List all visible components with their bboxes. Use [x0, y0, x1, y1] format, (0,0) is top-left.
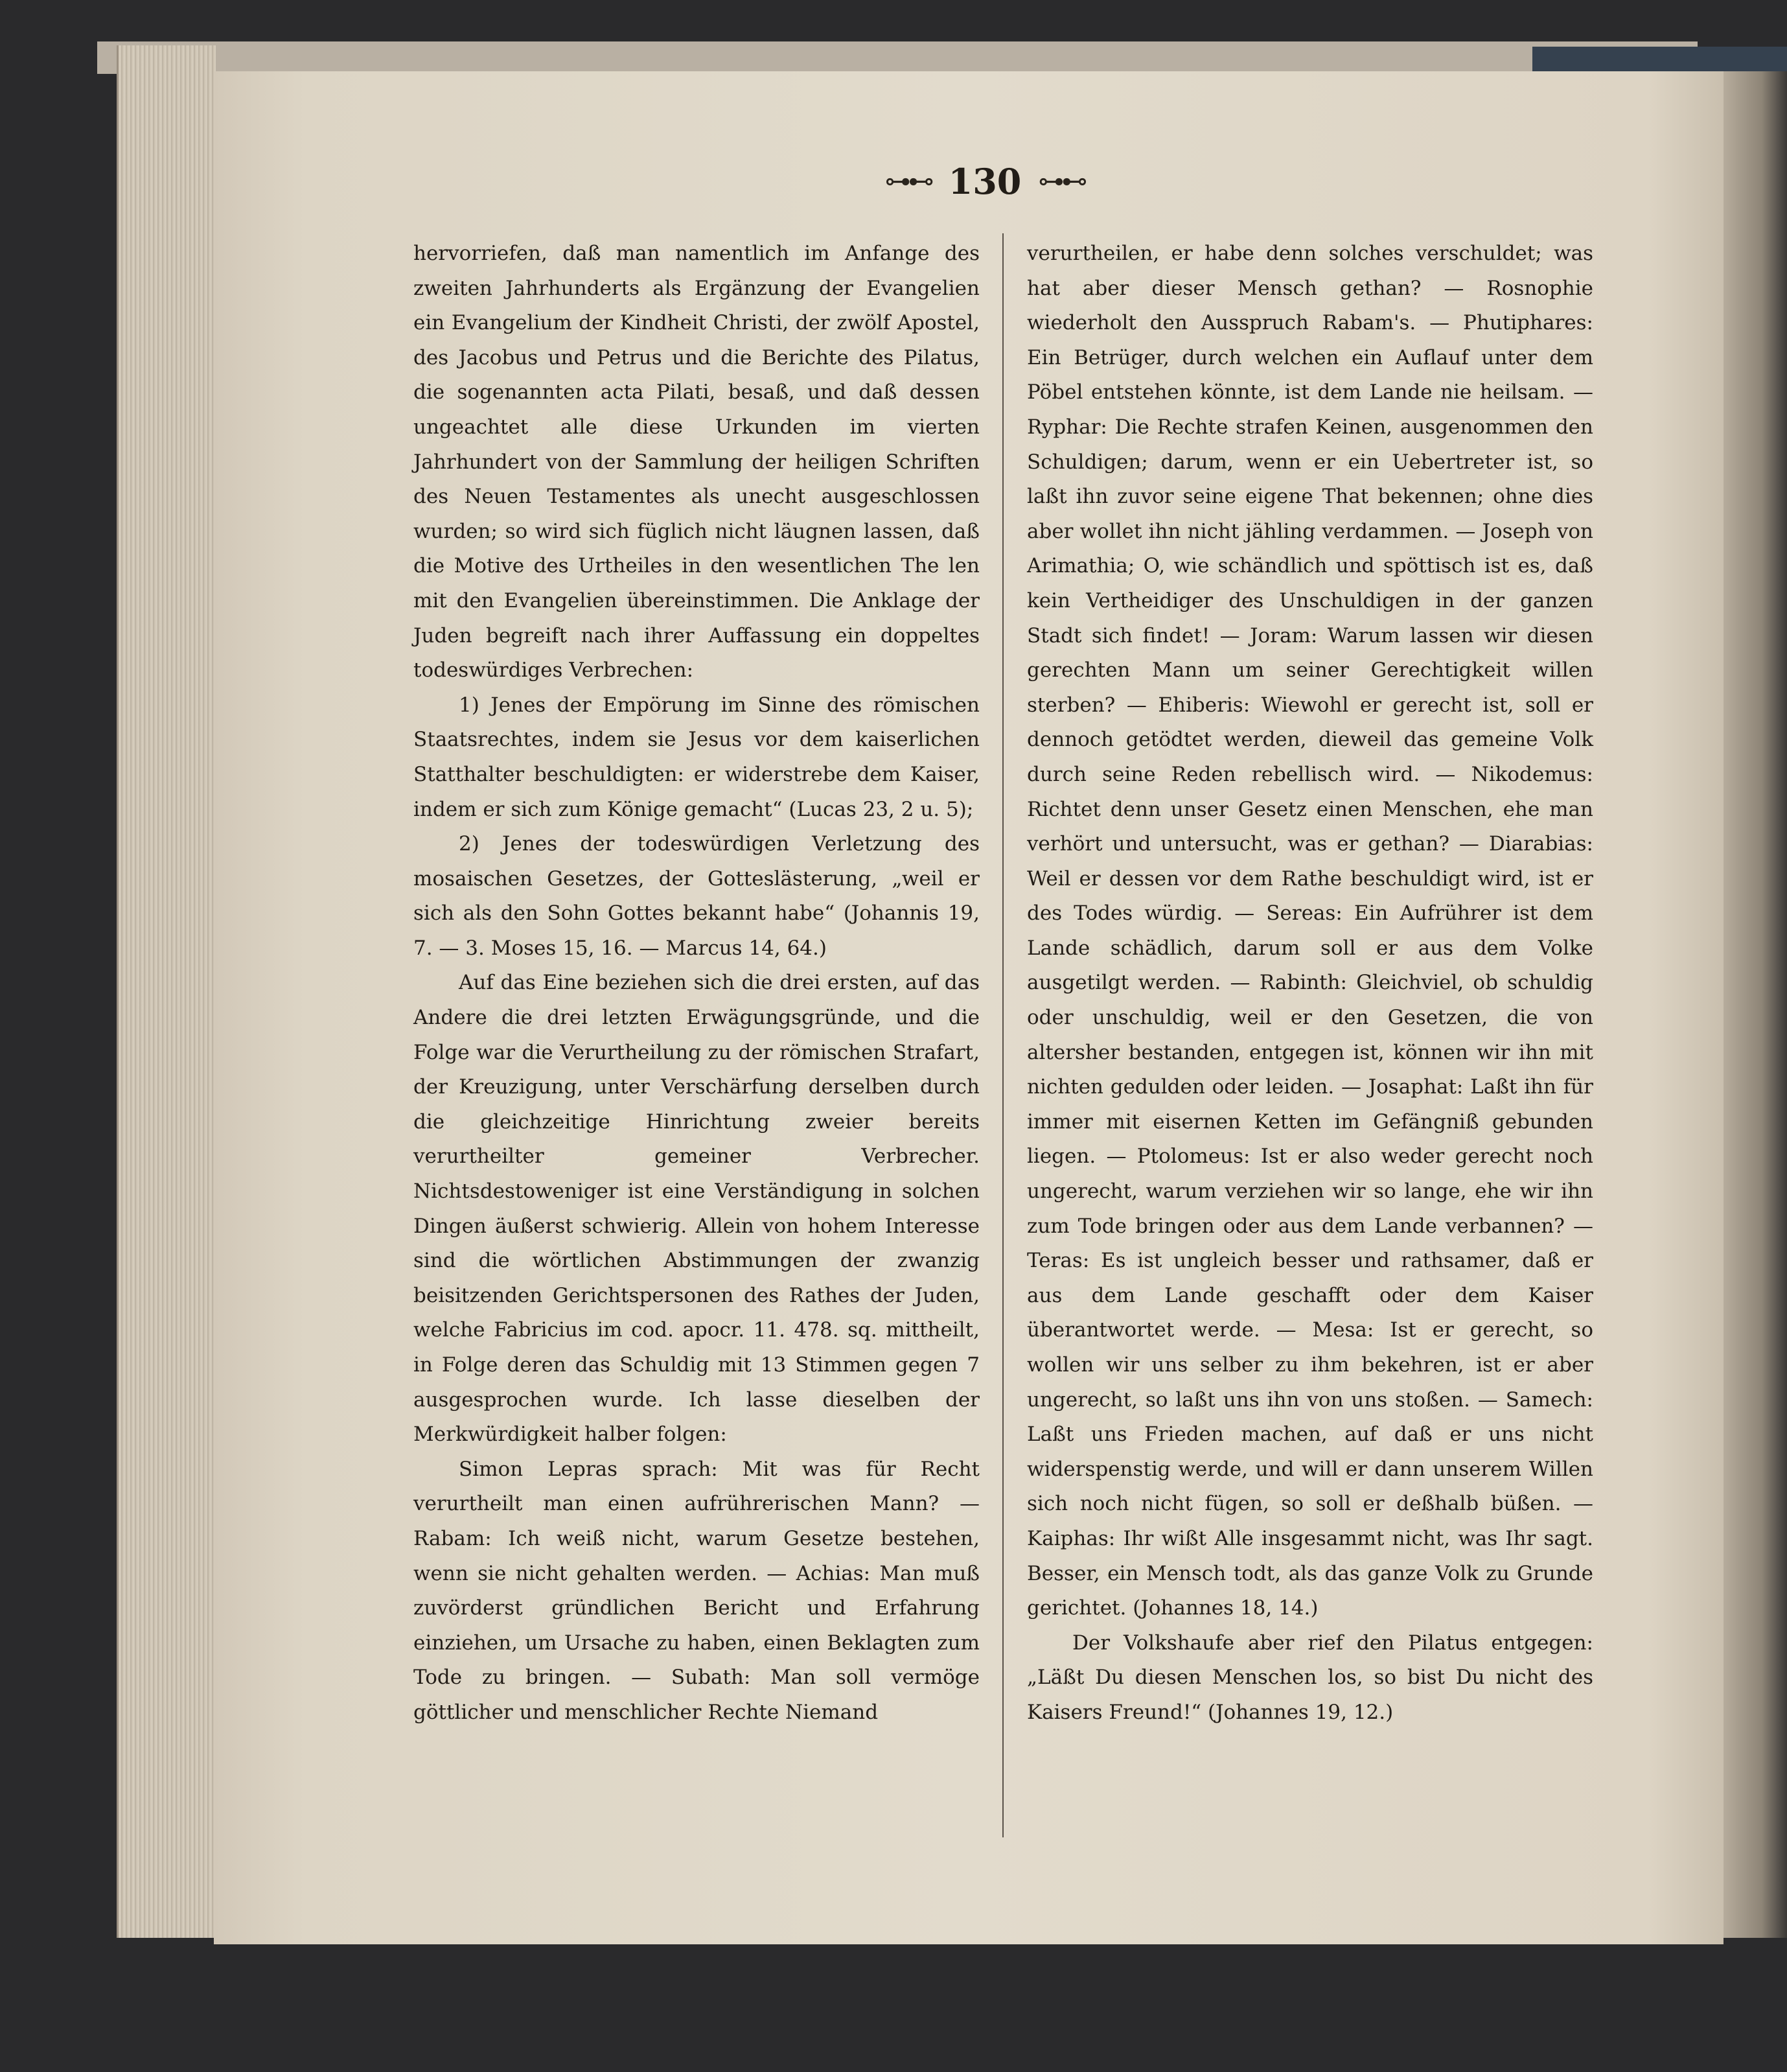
paragraph: 1) Jenes der Empörung im Sinne des römischen Staatsrechtes, indem sie Jesus vor dem kaiserlichen Statthalter beschuldigten: er widerstrebe dem Kaiser, indem er sich zum Könige gemacht“ (Lucas 23, 2 u. 5); — [413, 693, 980, 821]
binding-cloth — [1532, 47, 1787, 73]
left-column — [413, 237, 980, 1844]
page-header — [836, 156, 1134, 207]
paragraph: Auf das Eine beziehen sich die drei ersten, auf das Andere die drei letzten Erwägungsgründe, und die Folge war die Verurtheilung zu der römischen Strafart, der Kreuzigung, unter Verschärfung derselben durch die gleichzeitige Hinrichtung zweier bereits verurtheilter gemeiner Verbrecher. Nichtsdestoweniger ist eine Verständigung in solchen Dingen äußerst schwierig. Allein von hohem Interesse sind die wörtlichen Abstimmungen der zwanzig beisitzenden Gerichtspersonen des Rathes der Juden, welche Fabricius im cod. apocr. 11. 478. sq. mittheilt, in Folge deren das Schuldig mit 13 Stimmen gegen 7 ausgesprochen wurde. Ich lasse dieselben der Merkwürdigkeit halber folgen: — [413, 971, 980, 1447]
right-column — [1027, 237, 1593, 1844]
paragraph: hervorriefen, daß man namentlich im Anfange des zweiten Jahrhunderts als Ergänzung der Evangelien ein Evangelium der Kindheit Christi, der zwölf Apostel, des Jacobus und Petrus und die Berichte des Pilatus, die sogenannten acta Pilati, besaß, und daß dessen ungeachtet alle diese Urkunden im vierten Jahrhundert von der Sammlung der heiligen Schriften des Neuen Testamentes als unecht ausgeschlossen wurden; so wird sich füglich nicht läugnen lassen, daß die Motive des Urtheiles in den wesentlichen The len mit den Evangelien übereinstimmen. Die Anklage der Juden begreift nach ihrer Auffassung ein doppeltes todeswürdiges Verbrechen: — [413, 242, 980, 682]
page-number: 130 — [948, 161, 1022, 202]
binding-top-edge — [97, 41, 1698, 74]
paragraph: Simon Lepras sprach: Mit was für Recht verurtheilt man einen aufrührerischen Mann? — Rabam: Ich weiß nicht, warum Gesetze bestehen, wenn sie nicht gehalten werden. — Achias: Man muß zuvörderst gründlichen Bericht und Erfahrung einziehen, um Ursache zu haben, einen Beklagten zum Tode zu bringen. — Subath: Man soll vermöge göttlicher und menschlicher Rechte Niemand — [413, 1457, 980, 1724]
paragraph: verurtheilen, er habe denn solches verschuldet; was hat aber dieser Mensch gethan? — Rosnophie wiederholt den Ausspruch Rabam's. — Phutiphares: Ein Betrüger, durch welchen ein Auflauf unter dem Pöbel entstehen könnte, ist dem Lande nie heilsam. — Ryphar: Die Rechte strafen Keinen, ausgenommen den Schuldigen; darum, wenn er ein Uebertreter ist, so laßt ihn zuvor seine eigene That bekennen; ohne dies aber wollet ihn nicht jähling verdammen. — Joseph von Arimathia; O, wie schändlich und spöttisch ist es, daß kein Vertheidiger des Unschuldigen in der ganzen Stadt sich findet! — Joram: Warum lassen wir diesen gerechten Mann um seiner Gerechtigkeit willen sterben? — Ehiberis: Wiewohl er gerecht ist, soll er dennoch getödtet werden, dieweil das gemeine Volk durch seine Reden rebellisch wird. — Nikodemus: Richtet denn unser Gesetz einen Menschen, ehe man verhört und untersucht, was er gethan? — Diarabias: Weil er dessen vor dem Rathe beschuldigt wird, ist er des Todes würdig. — Sereas: Ein Aufrührer ist dem Lande schädlich, darum soll er aus dem Volke ausgetilgt werden. — Rabinth: Gleichviel, ob schuldig oder unschuldig, weil er den Gesetzen, die von altersher bestanden, entgegen ist, können wir ihn mit nichten gedulden oder leiden. — Josaphat: Laßt ihn für immer mit eisernen Ketten im Gefängniß gebunden liegen. — Ptolomeus: Ist er also weder gerecht noch ungerecht, warum verziehen wir so lange, ehe wir ihn zum Tode bringen oder aus dem Lande verbannen? — Teras: Es ist ungleich besser und rathsamer, daß er aus dem Lande geschafft oder dem Kaiser überantwortet werde. — Mesa: Ist er gerecht, so wollen wir uns selber zu ihm bekehren, ist er aber ungerecht, so laßt uns ihn von uns stoßen. — Samech: Laßt uns Frieden machen, auf daß er uns nicht widerspenstig werde, und will er dann unserem Willen sich noch nicht fügen, so soll er deßhalb büßen. — Kaiphas: Ihr wißt Alle insgesammt nicht, was Ihr sagt. Besser, ein Mensch todt, als das ganze Volk zu Grunde gerichtet. (Johannes 18, 14.) — [1027, 242, 1593, 1620]
column-divider — [1002, 233, 1004, 1837]
page-stack-edge — [117, 45, 216, 1938]
page-gutter-shadow — [1724, 71, 1787, 1938]
ornament-left-icon: ⊶⊷ — [884, 167, 932, 196]
ornament-right-icon: ⊶⊷ — [1038, 167, 1085, 196]
paragraph: Der Volkshaufe aber rief den Pilatus entgegen: „Läßt Du diesen Menschen los, so bist Du nicht des Kaisers Freund!“ (Johannes 19, 12.) — [1027, 1631, 1593, 1724]
paragraph: 2) Jenes der todeswürdigen Verletzung des mosaischen Gesetzes, der Gotteslästerung, „weil er sich als den Sohn Gottes bekannt habe“ (Johannis 19, 7. — 3. Moses 15, 16. — Marcus 14, 64.) — [413, 832, 980, 960]
